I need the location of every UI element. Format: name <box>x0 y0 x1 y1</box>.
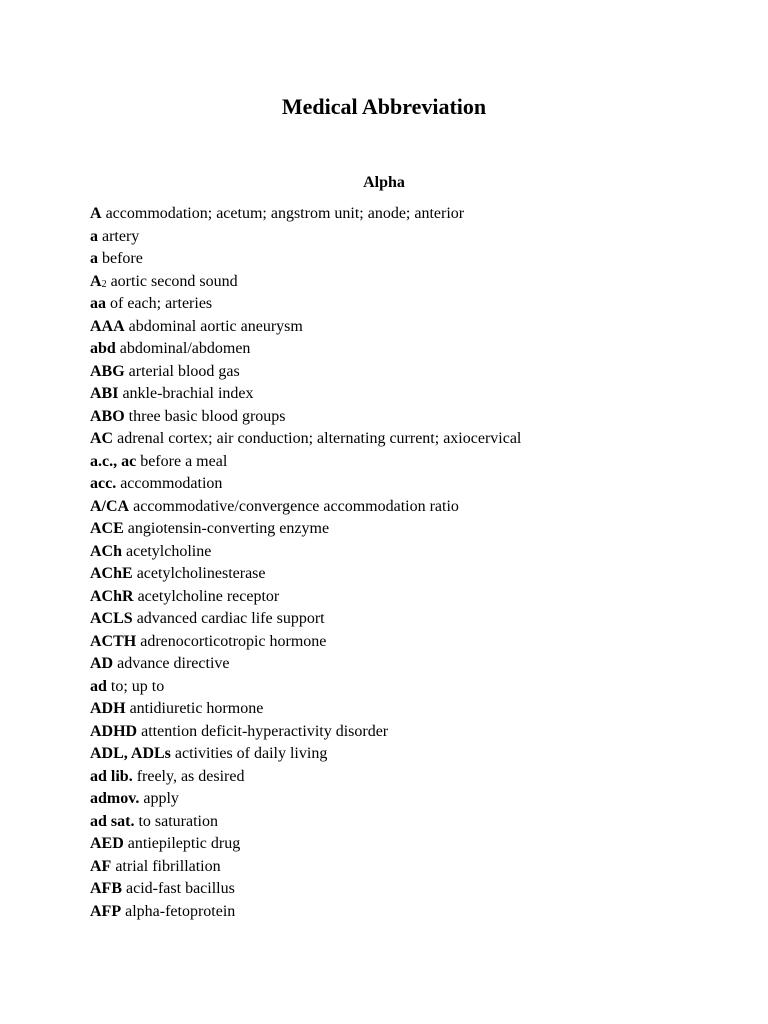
abbreviation-term-text: a.c., ac <box>90 452 137 470</box>
abbreviation-term-text: AD <box>90 655 114 672</box>
abbreviation-definition: artery <box>102 227 140 245</box>
abbreviation-term-text: a <box>90 250 98 267</box>
list-item <box>90 361 730 384</box>
abbreviation-definition: adrenal cortex; air conduction; alternating current; axiocervical <box>117 430 522 447</box>
abbreviation-term-text: ABO <box>90 407 125 425</box>
abbreviation-term-text: a <box>90 227 98 245</box>
abbreviation-term <box>90 835 124 852</box>
abbreviation-term-text: A <box>90 205 102 222</box>
list-item <box>90 496 730 519</box>
abbreviation-term-text: ACE <box>90 520 124 537</box>
abbreviation-term-text: A/CA <box>90 497 130 515</box>
abbreviation-definition: before <box>102 250 143 267</box>
abbreviation-term-text: A <box>90 272 102 290</box>
list-item <box>90 653 730 676</box>
abbreviation-definition: before a meal <box>140 452 228 470</box>
list-item <box>90 856 730 879</box>
abbreviation-term <box>90 723 137 740</box>
list-item <box>90 541 730 564</box>
abbreviation-definition: freely, as desired <box>136 767 245 785</box>
abbreviation-term-text: ACTH <box>90 632 137 650</box>
list-item <box>90 833 730 856</box>
abbreviation-term <box>90 498 129 515</box>
abbreviation-term <box>90 678 107 695</box>
abbreviation-term-text: ABI <box>90 385 119 402</box>
abbreviation-term-text: ad sat. <box>90 812 135 830</box>
abbreviation-term <box>90 250 98 267</box>
abbreviation-definition: abdominal aortic aneurysm <box>128 317 303 335</box>
abbreviation-definition: antidiuretic hormone <box>129 700 264 717</box>
abbreviation-definition: acid-fast bacillus <box>126 880 235 897</box>
abbreviation-definition: alpha-fetoprotein <box>125 902 236 920</box>
abbreviation-definition: apply <box>143 790 179 807</box>
abbreviation-definition: advance directive <box>117 655 230 672</box>
abbreviation-term <box>90 790 139 807</box>
list-item <box>90 563 730 586</box>
abbreviation-term-text: AChR <box>90 587 134 605</box>
abbreviation-term <box>90 430 113 447</box>
abbreviation-term <box>90 228 98 245</box>
abbreviation-definition: adrenocorticotropic hormone <box>140 632 327 650</box>
list-item <box>90 383 730 406</box>
abbreviation-definition: accommodation <box>120 475 223 492</box>
abbreviation-term <box>90 318 125 335</box>
abbreviation-term <box>90 295 106 312</box>
abbreviation-term <box>90 520 124 537</box>
abbreviation-term <box>90 385 118 402</box>
list-item <box>90 788 730 811</box>
abbreviation-definition: acetylcholinesterase <box>136 565 266 582</box>
list-item <box>90 766 730 789</box>
abbreviation-definition: attention deficit-hyperactivity disorder <box>141 722 389 740</box>
abbreviation-term <box>90 565 133 582</box>
abbreviation-definition: aortic second sound <box>110 272 238 290</box>
page-title: Medical Abbreviation <box>281 94 487 119</box>
abbreviation-term-text: ACLS <box>90 610 133 627</box>
abbreviation-term-text: acc. <box>90 475 117 492</box>
abbreviation-term-text: AED <box>90 835 124 852</box>
list-item <box>90 586 730 609</box>
abbreviation-definition: acetylcholine <box>126 542 212 560</box>
list-item <box>90 406 730 429</box>
abbreviation-term-text: AF <box>90 857 112 875</box>
list-item <box>90 203 730 226</box>
list-item <box>90 878 730 901</box>
abbreviation-term-text: AFB <box>90 880 122 897</box>
abbreviation-subscript: 2 <box>101 278 107 290</box>
abbreviation-definition: abdominal/abdomen <box>119 340 251 357</box>
list-item <box>90 428 730 451</box>
list-item <box>90 811 730 834</box>
abbreviation-term <box>90 700 126 717</box>
abbreviation-term <box>90 813 134 830</box>
abbreviation-term <box>90 880 122 897</box>
list-item <box>90 248 730 271</box>
abbreviation-term <box>90 588 134 605</box>
list-item <box>90 676 730 699</box>
abbreviation-term <box>90 340 116 357</box>
abbreviation-term <box>90 610 133 627</box>
abbreviation-term-text: abd <box>90 340 116 357</box>
abbreviation-term-text: AFP <box>90 902 122 920</box>
abbreviation-term <box>90 475 116 492</box>
abbreviation-term <box>90 903 121 920</box>
abbreviation-definition: three basic blood groups <box>128 407 286 425</box>
list-item <box>90 698 730 721</box>
list-item <box>90 338 730 361</box>
abbreviation-term <box>90 408 125 425</box>
abbreviation-definition: angiotensin-converting enzyme <box>127 520 330 537</box>
abbreviation-term-text: ADL, ADLs <box>90 745 171 762</box>
list-item <box>90 473 730 496</box>
abbreviation-term-text: ad lib. <box>90 767 133 785</box>
abbreviation-term-text: ACh <box>90 542 123 560</box>
abbreviation-term <box>90 205 102 222</box>
list-item <box>90 271 730 294</box>
abbreviation-definition: accommodation; acetum; angstrom unit; anode; anterior <box>105 205 465 222</box>
abbreviation-term-text: admov. <box>90 790 140 807</box>
list-item <box>90 901 730 924</box>
list-item <box>90 293 730 316</box>
abbreviation-term <box>90 655 113 672</box>
abbreviation-definition: ankle-brachial index <box>122 385 254 402</box>
abbreviation-list <box>90 203 730 923</box>
abbreviation-definition: acetylcholine receptor <box>137 587 280 605</box>
list-item <box>90 721 730 744</box>
list-item <box>90 518 730 541</box>
abbreviation-definition: to; up to <box>110 677 165 695</box>
abbreviation-term <box>90 453 136 470</box>
section-heading: Alpha <box>363 174 405 191</box>
abbreviation-definition: accommodative/convergence accommodation ratio <box>133 497 459 515</box>
abbreviation-definition: arterial blood gas <box>128 362 240 380</box>
abbreviation-definition: antiepileptic drug <box>127 835 241 852</box>
list-item <box>90 631 730 654</box>
abbreviation-definition: activities of daily living <box>174 745 328 762</box>
abbreviation-term-text: AAA <box>90 317 125 335</box>
abbreviation-term-text: ABG <box>90 362 125 380</box>
list-item <box>90 743 730 766</box>
abbreviation-definition: to saturation <box>138 812 218 830</box>
abbreviation-term <box>90 633 136 650</box>
abbreviation-term <box>90 858 111 875</box>
abbreviation-definition: atrial fibrillation <box>115 857 221 875</box>
abbreviation-definition: of each; arteries <box>110 295 213 312</box>
list-item <box>90 226 730 249</box>
abbreviation-term <box>90 543 122 560</box>
abbreviation-term <box>90 745 171 762</box>
abbreviation-term-text: AC <box>90 430 114 447</box>
abbreviation-definition: advanced cardiac life support <box>136 610 325 627</box>
list-item <box>90 608 730 631</box>
abbreviation-term <box>90 273 107 290</box>
abbreviation-term <box>90 768 133 785</box>
abbreviation-term <box>90 363 125 380</box>
abbreviation-term-text: ADHD <box>90 722 138 740</box>
abbreviation-term-text: ad <box>90 677 107 695</box>
abbreviation-term-text: AChE <box>90 565 133 582</box>
abbreviation-term-text: aa <box>90 295 106 312</box>
abbreviation-term-text: ADH <box>90 700 126 717</box>
list-item <box>90 451 730 474</box>
list-item <box>90 316 730 339</box>
